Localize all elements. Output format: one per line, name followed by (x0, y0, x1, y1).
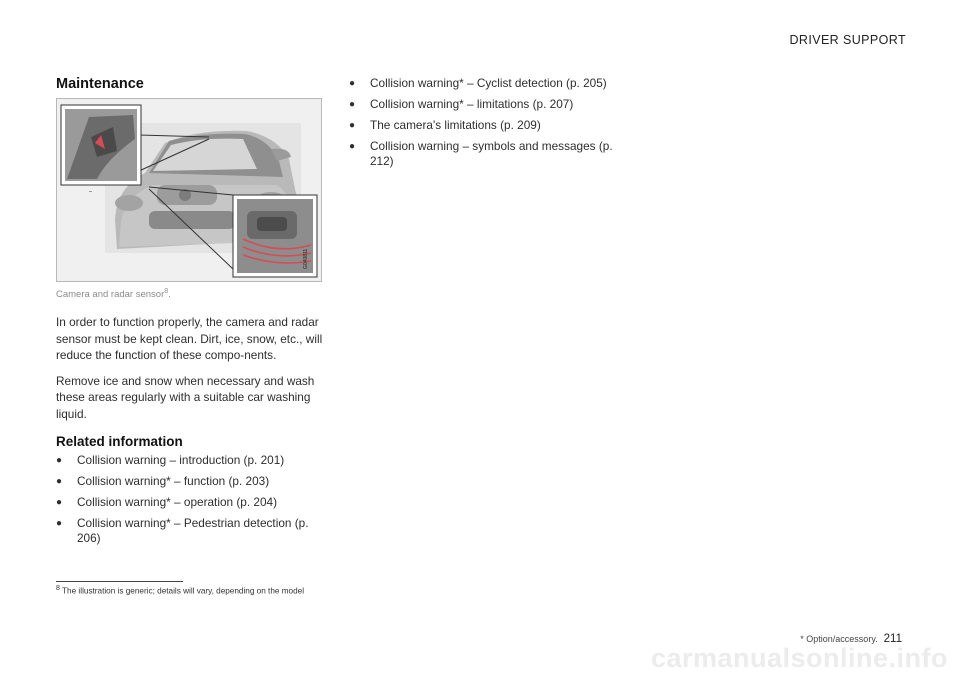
related-item[interactable]: ● Collision warning – introduction (p. 201) (56, 453, 285, 468)
footnote-text: The illustration is generic; details will vary, depending on the model (62, 586, 305, 596)
figure-caption-note: 8 (164, 288, 169, 295)
paragraph-maintenance-1: In order to function properly, the camera and radar sensor must be kept clean. Dirt, ice, snow, etc., will reduce the function of these compo-nents. (56, 315, 323, 363)
figure-caption: Camera and radar sensor$^8$. (56, 288, 171, 301)
related-item[interactable]: ● Collision warning* – Pedestrian detection (p. 206) (56, 516, 309, 546)
car-illustration (57, 99, 321, 281)
watermark: carmanualsonline.info (650, 643, 948, 673)
related-information-heading: Related information (56, 434, 183, 450)
footnote-marker: 8 (56, 585, 60, 592)
left-column (56, 76, 326, 552)
related-item[interactable]: ● The camera's limitations (p. 209) (349, 118, 541, 132)
footnote (56, 585, 304, 596)
related-item[interactable]: ● Collision warning* – limitations (p. 207) (349, 97, 574, 111)
section-heading: Maintenance (56, 76, 144, 92)
paragraph-maintenance-2: Remove ice and snow when necessary and wash these areas regularly with a suitable car washing liquid. (56, 373, 315, 421)
footnote-divider (56, 581, 183, 582)
related-item[interactable]: ● Collision warning* – Cyclist detection (p. 205) (349, 76, 607, 90)
related-list-left (56, 453, 326, 546)
related-item[interactable]: ● Collision warning* – operation (p. 204) (56, 495, 278, 510)
related-item[interactable]: ● Collision warning – symbols and messages (p. 212) (349, 139, 613, 168)
figure-caption-text: Camera and radar sensor (56, 289, 165, 301)
option-accessory-note: * Option/accessory. (800, 634, 878, 644)
page-header-title: DRIVER SUPPORT (789, 33, 906, 47)
right-column (349, 76, 619, 175)
related-list-right (349, 76, 619, 169)
page-number: 211 (883, 633, 902, 645)
camera-radar-illustration (56, 98, 322, 282)
related-item[interactable]: ● Collision warning* – function (p. 203) (56, 474, 270, 489)
figure-code: G040811 (303, 248, 309, 269)
